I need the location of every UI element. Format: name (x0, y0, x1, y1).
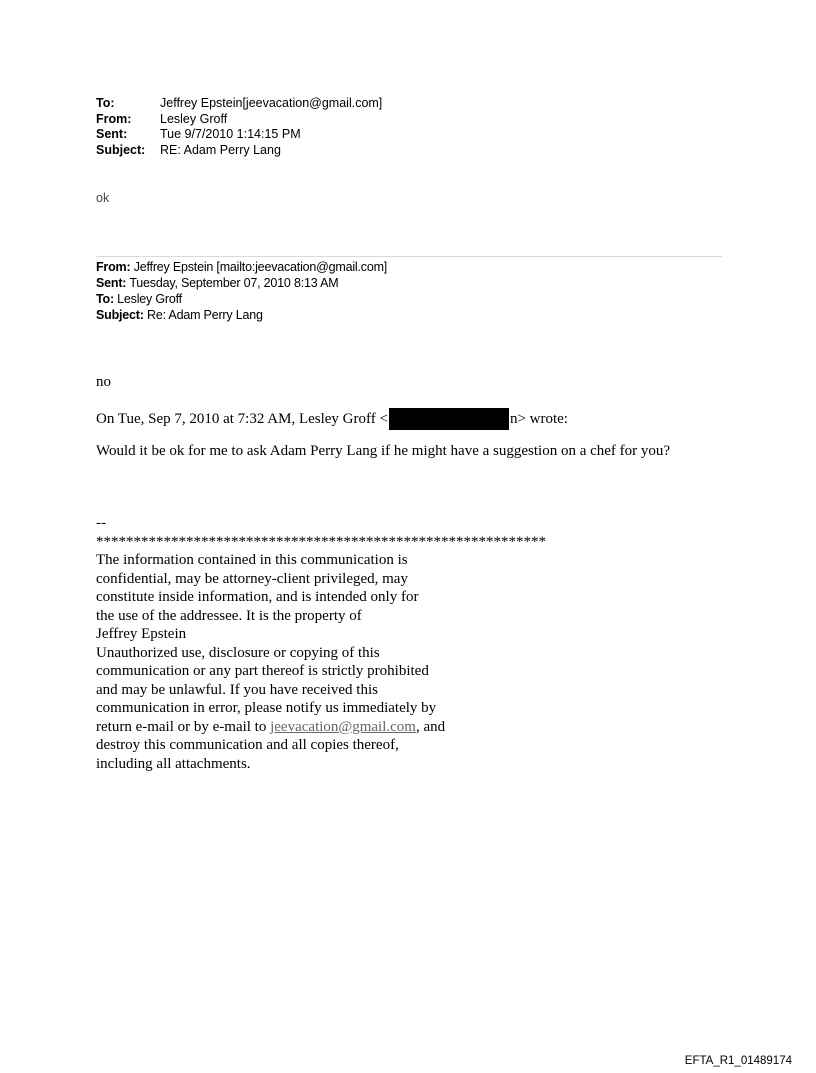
confidentiality-signature (96, 514, 546, 773)
sig-stars: ************************************************************ (96, 533, 546, 550)
header-to-row (96, 96, 382, 112)
sig-line: communication in error, please notify us immediately by (96, 700, 437, 716)
sig-line: confidential, may be attorney-client privileged, may (96, 570, 408, 587)
fwd-from-value: Jeffrey Epstein [mailto:jeevacation@gmail.com] (130, 260, 388, 274)
fwd-subject-label: Subject: (96, 308, 144, 322)
reply-text: ok (96, 191, 110, 205)
sig-line: Jeffrey Epstein (96, 626, 187, 642)
quoted-question: Would it be ok for me to ask Adam Perry Lang if he might have a suggestion on a chef for you? (96, 443, 671, 459)
fwd-to-row (96, 291, 387, 307)
forwarded-header (96, 259, 387, 323)
header-sent-row (96, 127, 382, 143)
sig-line: the use of the addressee. It is the property of (96, 607, 362, 624)
fwd-from-label: From: (96, 260, 131, 274)
sent-label: Sent: (96, 127, 128, 141)
sig-line: constitute inside information, and is intended only for (96, 589, 419, 605)
wrote-suffix: > wrote: (517, 410, 568, 427)
fwd-sent-value: Tuesday, September 07, 2010 8:13 AM (126, 276, 339, 290)
from-label: From: (96, 111, 132, 126)
divider (96, 256, 722, 257)
header-subject-row (96, 143, 382, 159)
fwd-subject-row (96, 307, 387, 323)
return-prefix: return e-mail or by e-mail to (96, 718, 271, 735)
to-value: Jeffrey Epstein[jeevacation@gmail.com] (160, 96, 383, 110)
sig-line: destroy this communication and all copies thereof, (96, 737, 399, 753)
wrote-partial: n (509, 410, 518, 427)
sig-return-line (96, 718, 546, 737)
sig-line: including all attachments. (96, 755, 251, 772)
sent-value: Tue 9/7/2010 1:14:15 PM (160, 127, 301, 141)
subject-label: Subject: (96, 142, 146, 157)
subject-value: RE: Adam Perry Lang (160, 142, 281, 157)
redaction-box (389, 408, 509, 430)
from-value: Lesley Groff (160, 111, 228, 126)
document-id: EFTA_R1_01489174 (684, 1055, 792, 1067)
header-from-row (96, 112, 382, 128)
email-header (96, 96, 382, 158)
sig-dashes: -- (96, 515, 106, 531)
return-suffix: , and (415, 718, 446, 735)
wrote-prefix: On Tue, Sep 7, 2010 at 7:32 AM, Lesley Groff < (96, 410, 388, 427)
fwd-to-value: Lesley Groff (113, 292, 182, 306)
fwd-sent-row (96, 275, 387, 291)
fwd-sent-label: Sent: (96, 276, 127, 290)
email-link[interactable]: jeevacation@gmail.com (270, 718, 416, 735)
fwd-subject-value: Re: Adam Perry Lang (143, 308, 263, 322)
sig-line: The information contained in this communication is (96, 552, 408, 568)
sig-line: Unauthorized use, disclosure or copying of this (96, 644, 380, 661)
sig-line: and may be unlawful. If you have received this (96, 681, 378, 698)
fwd-to-label: To: (96, 292, 114, 306)
sig-line: communication or any part thereof is strictly prohibited (96, 663, 429, 679)
fwd-from-row (96, 259, 387, 275)
to-label: To: (96, 96, 115, 110)
message-no: no (96, 374, 111, 390)
quote-attribution (96, 408, 568, 430)
